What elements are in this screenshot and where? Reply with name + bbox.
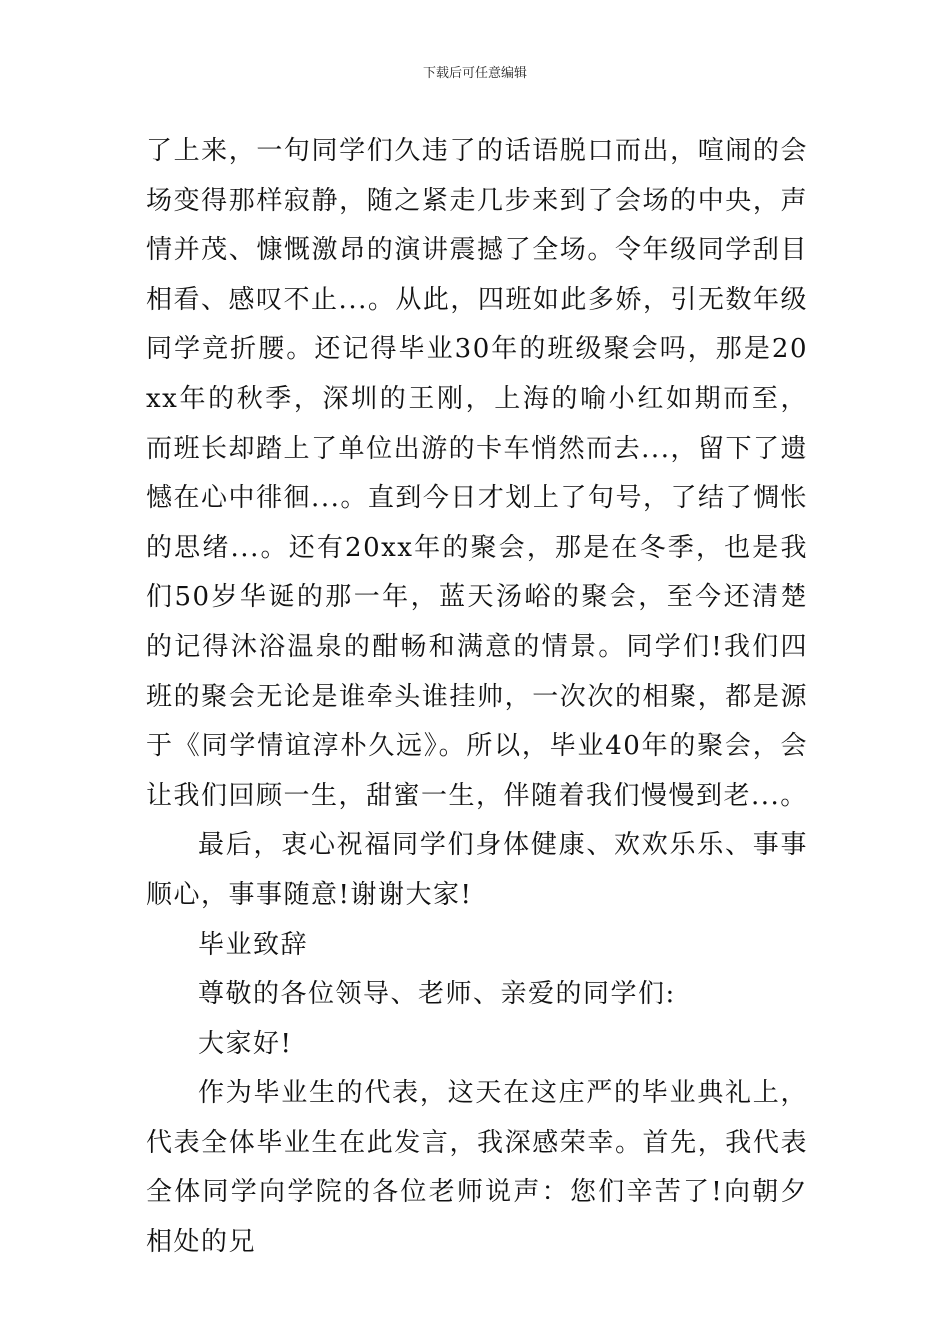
salutation: 尊敬的各位领导、老师、亲爱的同学们: — [198, 979, 676, 1010]
paragraph-closing-wishes: 最后，衷心祝福同学们身体健康、欢欢乐乐、事事顺心，事事随意!谢谢大家! — [146, 830, 808, 910]
paragraph-reunion-memories: 了上来，一句同学们久违了的话语脱口而出，喧闹的会场变得那样寂静，随之紧走几步来到了会场的中央，声情并茂、慷慨激昂的演讲震撼了全场。令年级同学刮目相看、感叹不止...。从此，四班如此多娇，引无数年级同学竞折腰。还记得毕业30年的班级聚会吗，那是20xx年的秋季，深圳的王刚，上海的喻小红如期而至，而班长却踏上了单位出游的卡车悄然而去...，留下了遗憾在心中徘徊...。直到今日才划上了句号，了结了惆怅的思绪...。还有20xx年的聚会，那是在冬季，也是我们50岁华诞的那一年，蓝天汤峪的聚会，至今还清楚的记得沐浴温泉的酣畅和满意的情景。同学们!我们四班的聚会无论是谁牵头谁挂帅，一次次的相聚，都是源于《同学情谊淳朴久远》。所以，毕业40年的聚会，会让我们回顾一生，甜蜜一生，伴随着我们慢慢到老...。 — [146, 136, 808, 811]
document-body — [146, 127, 808, 1268]
section-title: 毕业致辞 — [198, 929, 309, 960]
page-header: 下载后可任意编辑 — [422, 66, 527, 81]
greeting: 大家好! — [198, 1028, 293, 1059]
paragraph-speech-opening: 作为毕业生的代表，这天在这庄严的毕业典礼上，代表全体毕业生在此发言，我深感荣幸。首先，我代表全体同学向学院的各位老师说声：您们辛苦了!向朝夕相处的兄 — [146, 1078, 808, 1258]
